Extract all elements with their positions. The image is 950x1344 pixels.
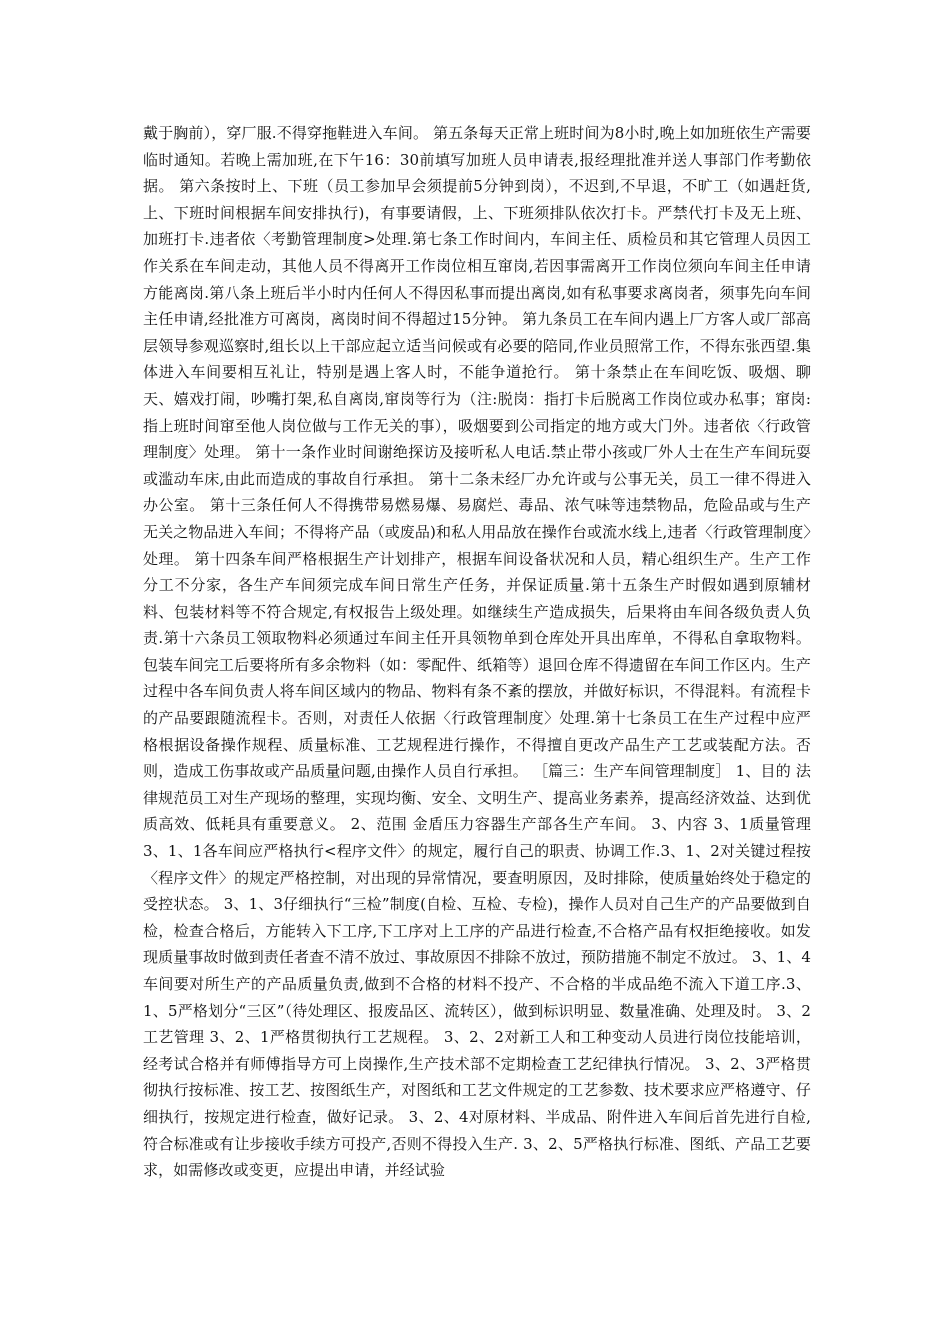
document-body [143,120,811,1184]
body-paragraph: 戴于胸前），穿厂服.不得穿拖鞋进入车间。 第五条每天正常上班时间为8小时,晚上如加班依生产需要临时通知。若晚上需加班,在下午16：30前填写加班人员申请表,报经理批准并送人事部门作考勤依据。 第六条按时上、下班（员工参加早会须提前5分钟到岗），不迟到,不早退，不旷工（如遇赶货,上、下班时间根据车间安排执行)，有事要请假，上、下班须排队依次打卡。严禁代打卡及无上班、加班打卡.违者依〈考勤管理制度>处理.第七条工作时间内，车间主任、质检员和其它管理人员因工作关系在车间走动，其他人员不得离开工作岗位相互窜岗,若因事需离开工作岗位须向车间主任申请方能离岗.第八条上班后半小时内任何人不得因私事而提出离岗,如有私事要求离岗者，须事先向车间主任申请,经批准方可离岗，离岗时间不得超过15分钟。 第九条员工在车间内遇上厂方客人或厂部高层领导参观巡察时,组长以上干部应起立适当问候或有必要的陪同,作业员照常工作，不得东张西望.集体进入车间要相互礼让，特别是遇上客人时，不能争道抢行。 第十条禁止在车间吃饭、吸烟、聊天、嬉戏打闹，吵嘴打架,私自离岗,窜岗等行为（注:脱岗：指打卡后脱离工作岗位或办私事；窜岗:指上班时间窜至他人岗位做与工作无关的事），吸烟要到公司指定的地方或大门外。违者依〈行政管理制度〉处理。 第十一条作业时间谢绝探访及接听私人电话.禁止带小孩或厂外人士在生产车间玩耍或滥动车床,由此而造成的事故自行承担。 第十二条未经厂办允许或与公事无关，员工一律不得进入办公室。 第十三条任何人不得携带易燃易爆、易腐烂、毒品、浓气味等违禁物品，危险品或与生产无关之物品进入车间；不得将产品（或废品)和私人用品放在操作台或流水线上,违者〈行政管理制度〉处理。 第十四条车间严格根据生产计划排产，根据车间设备状况和人员，精心组织生产。生产工作分工不分家，各生产车间须完成车间日常生产任务，并保证质量.第十五条生产时假如遇到原辅材料、包装材料等不符合规定,有权报告上级处理。如继续生产造成损失，后果将由车间各级负责人负责.第十六条员工领取物料必须通过车间主任开具领物单到仓库处开具出库单，不得私自拿取物料。包装车间完工后要将所有多余物料（如：零配件、纸箱等）退回仓库不得遗留在车间工作区内。生产过程中各车间负责人将车间区域内的物品、物料有条不紊的摆放，并做好标识，不得混料。有流程卡的产品要跟随流程卡。否则，对责任人依据〈行政管理制度〉处理.第十七条员工在生产过程中应严格根据设备操作规程、质量标准、工艺规程进行操作，不得擅自更改产品生产工艺或装配方法。否则，造成工伤事故或产品质量问题,由操作人员自行承担。 ［篇三：生产车间管理制度］ 1、目的 法律规范员工对生产现场的整理，实现均衡、安全、文明生产、提高业务素养，提高经济效益、达到优质高效、低耗具有重要意义。 2、范围 金盾压力容器生产部各生产车间。 3、内容 3、1质量管理 3、1、1各车间应严格执行<程序文件〉的规定，履行自己的职责、协调工作.3、1、2对关键过程按〈程序文件〉的规定严格控制，对出现的异常情况，要查明原因，及时排除，使质量始终处于稳定的受控状态。 3、1、3仔细执行“三检”制度(自检、互检、专检)，操作人员对自己生产的产品要做到自检，检查合格后，方能转入下工序,下工序对上工序的产品进行检查,不合格产品有权拒绝接收。如发现质量事故时做到责任者查不清不放过、事故原因不排除不放过，预防措施不制定不放过。 3、1、4车间要对所生产的产品质量负责,做到不合格的材料不投产、不合格的半成品绝不流入下道工序.3、1、5严格划分“三区”（待处理区、报废品区、流转区），做到标识明显、数量准确、处理及时。 3、2工艺管理 3、2、1严格贯彻执行工艺规程。 3、2、2对新工人和工种变动人员进行岗位技能培训，经考试合格并有师傅指导方可上岗操作,生产技术部不定期检查工艺纪律执行情况。 3、2、3严格贯彻执行按标准、按工艺、按图纸生产，对图纸和工艺文件规定的工艺参数、技术要求应严格遵守、仔细执行，按规定进行检查，做好记录。 3、2、4对原材料、半成品、附件进入车间后首先进行自检,符合标准或有让步接收手续方可投产,否则不得投入生产. 3、2、5严格执行标准、图纸、产品工艺要求，如需修改或变更，应提出申请，并经试验 [143,124,812,1180]
